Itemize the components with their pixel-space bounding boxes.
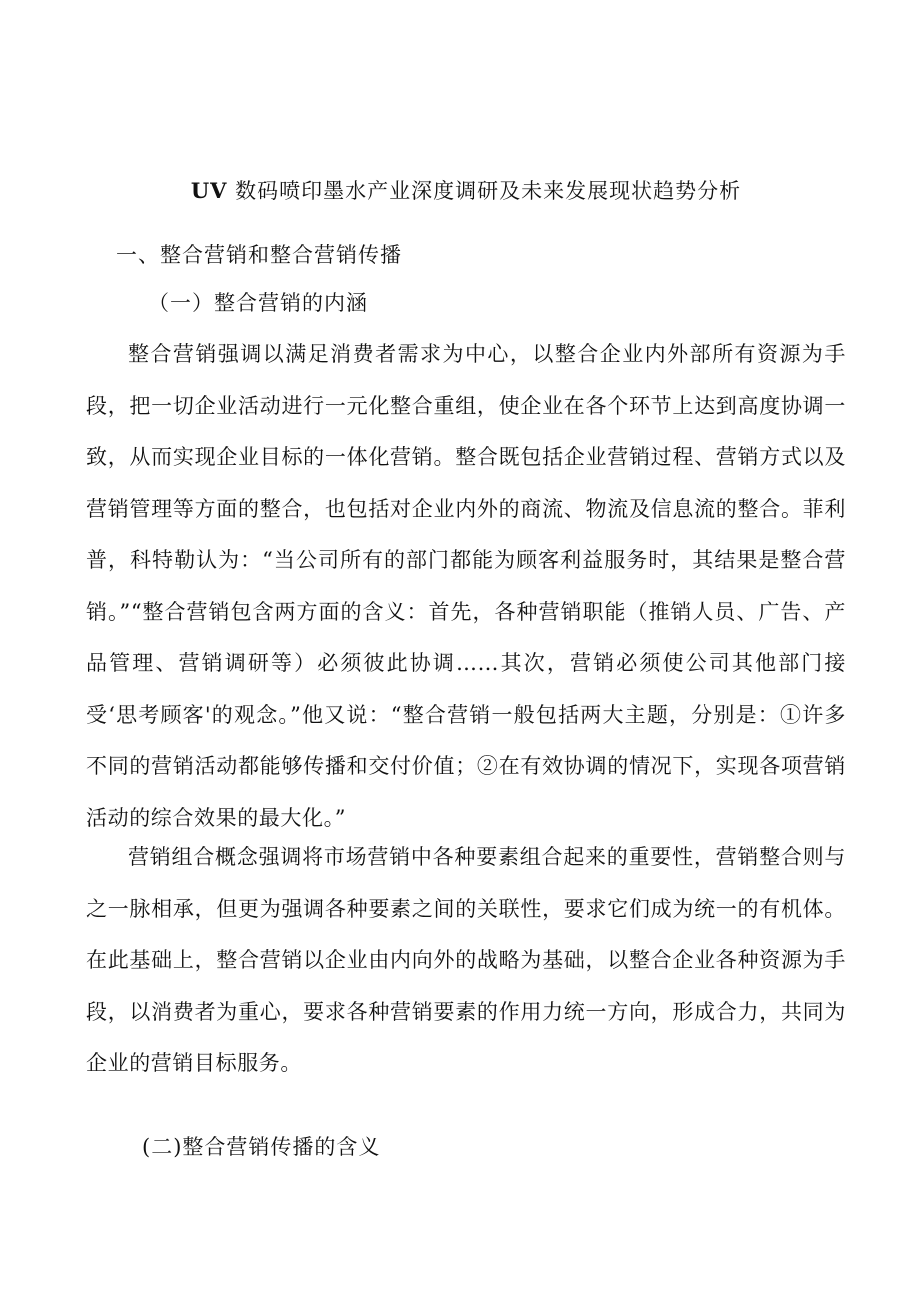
subsection-heading-1: （一）整合营销的内涵 <box>148 291 368 315</box>
paragraph-integrated-marketing-definition: 整合营销强调以满足消费者需求为中心，以整合企业内外部所有资源为手段，把一切企业活动进行一元化整合重组，使企业在各个环节上达到高度协调一致，从而实现企业目标的一体化营销。整合既包括企业营销过程、营销方式以及营销管理等方面的整合，也包括对企业内外的商流、物流及信息流的整合。菲利普，科特勒认为：“当公司所有的部门都能为顾客利益服务时，其结果是整合营销。”“整合营销包含两方面的含义：首先，各种营销职能（推销人员、广告、产品管理、营销调研等）必须彼此协调……其次，营销必须使公司其他部门接受‘思考顾客'的观念。”他又说：“整合营销一般包括两大主题，分别是：①许多不同的营销活动都能够传播和交付价值；②在有效协调的情况下，实现各项营销活动的综合效果的最大化。” <box>86 342 846 830</box>
paragraph-marketing-mix: 营销组合概念强调将市场营销中各种要素组合起来的重要性，营销整合则与之一脉相承，但更为强调各种要素之间的关联性，要求它们成为统一的有机体。在此基础上，整合营销以企业由内向外的战略为基础，以整合企业各种资源为手段，以消费者为重心，要求各种营销要素的作用力统一方向，形成合力，共同为企业的营销目标服务。 <box>86 845 846 1075</box>
title-text: 数码喷印墨水产业深度调研及未来发展现状趋势分析 <box>235 179 742 203</box>
title-prefix: UV <box>190 178 228 203</box>
section-heading-1: 一、整合营销和整合营销传播 <box>116 243 402 267</box>
subsection-heading-2: (二)整合营销传播的含义 <box>142 1135 381 1159</box>
document-title <box>86 174 846 208</box>
